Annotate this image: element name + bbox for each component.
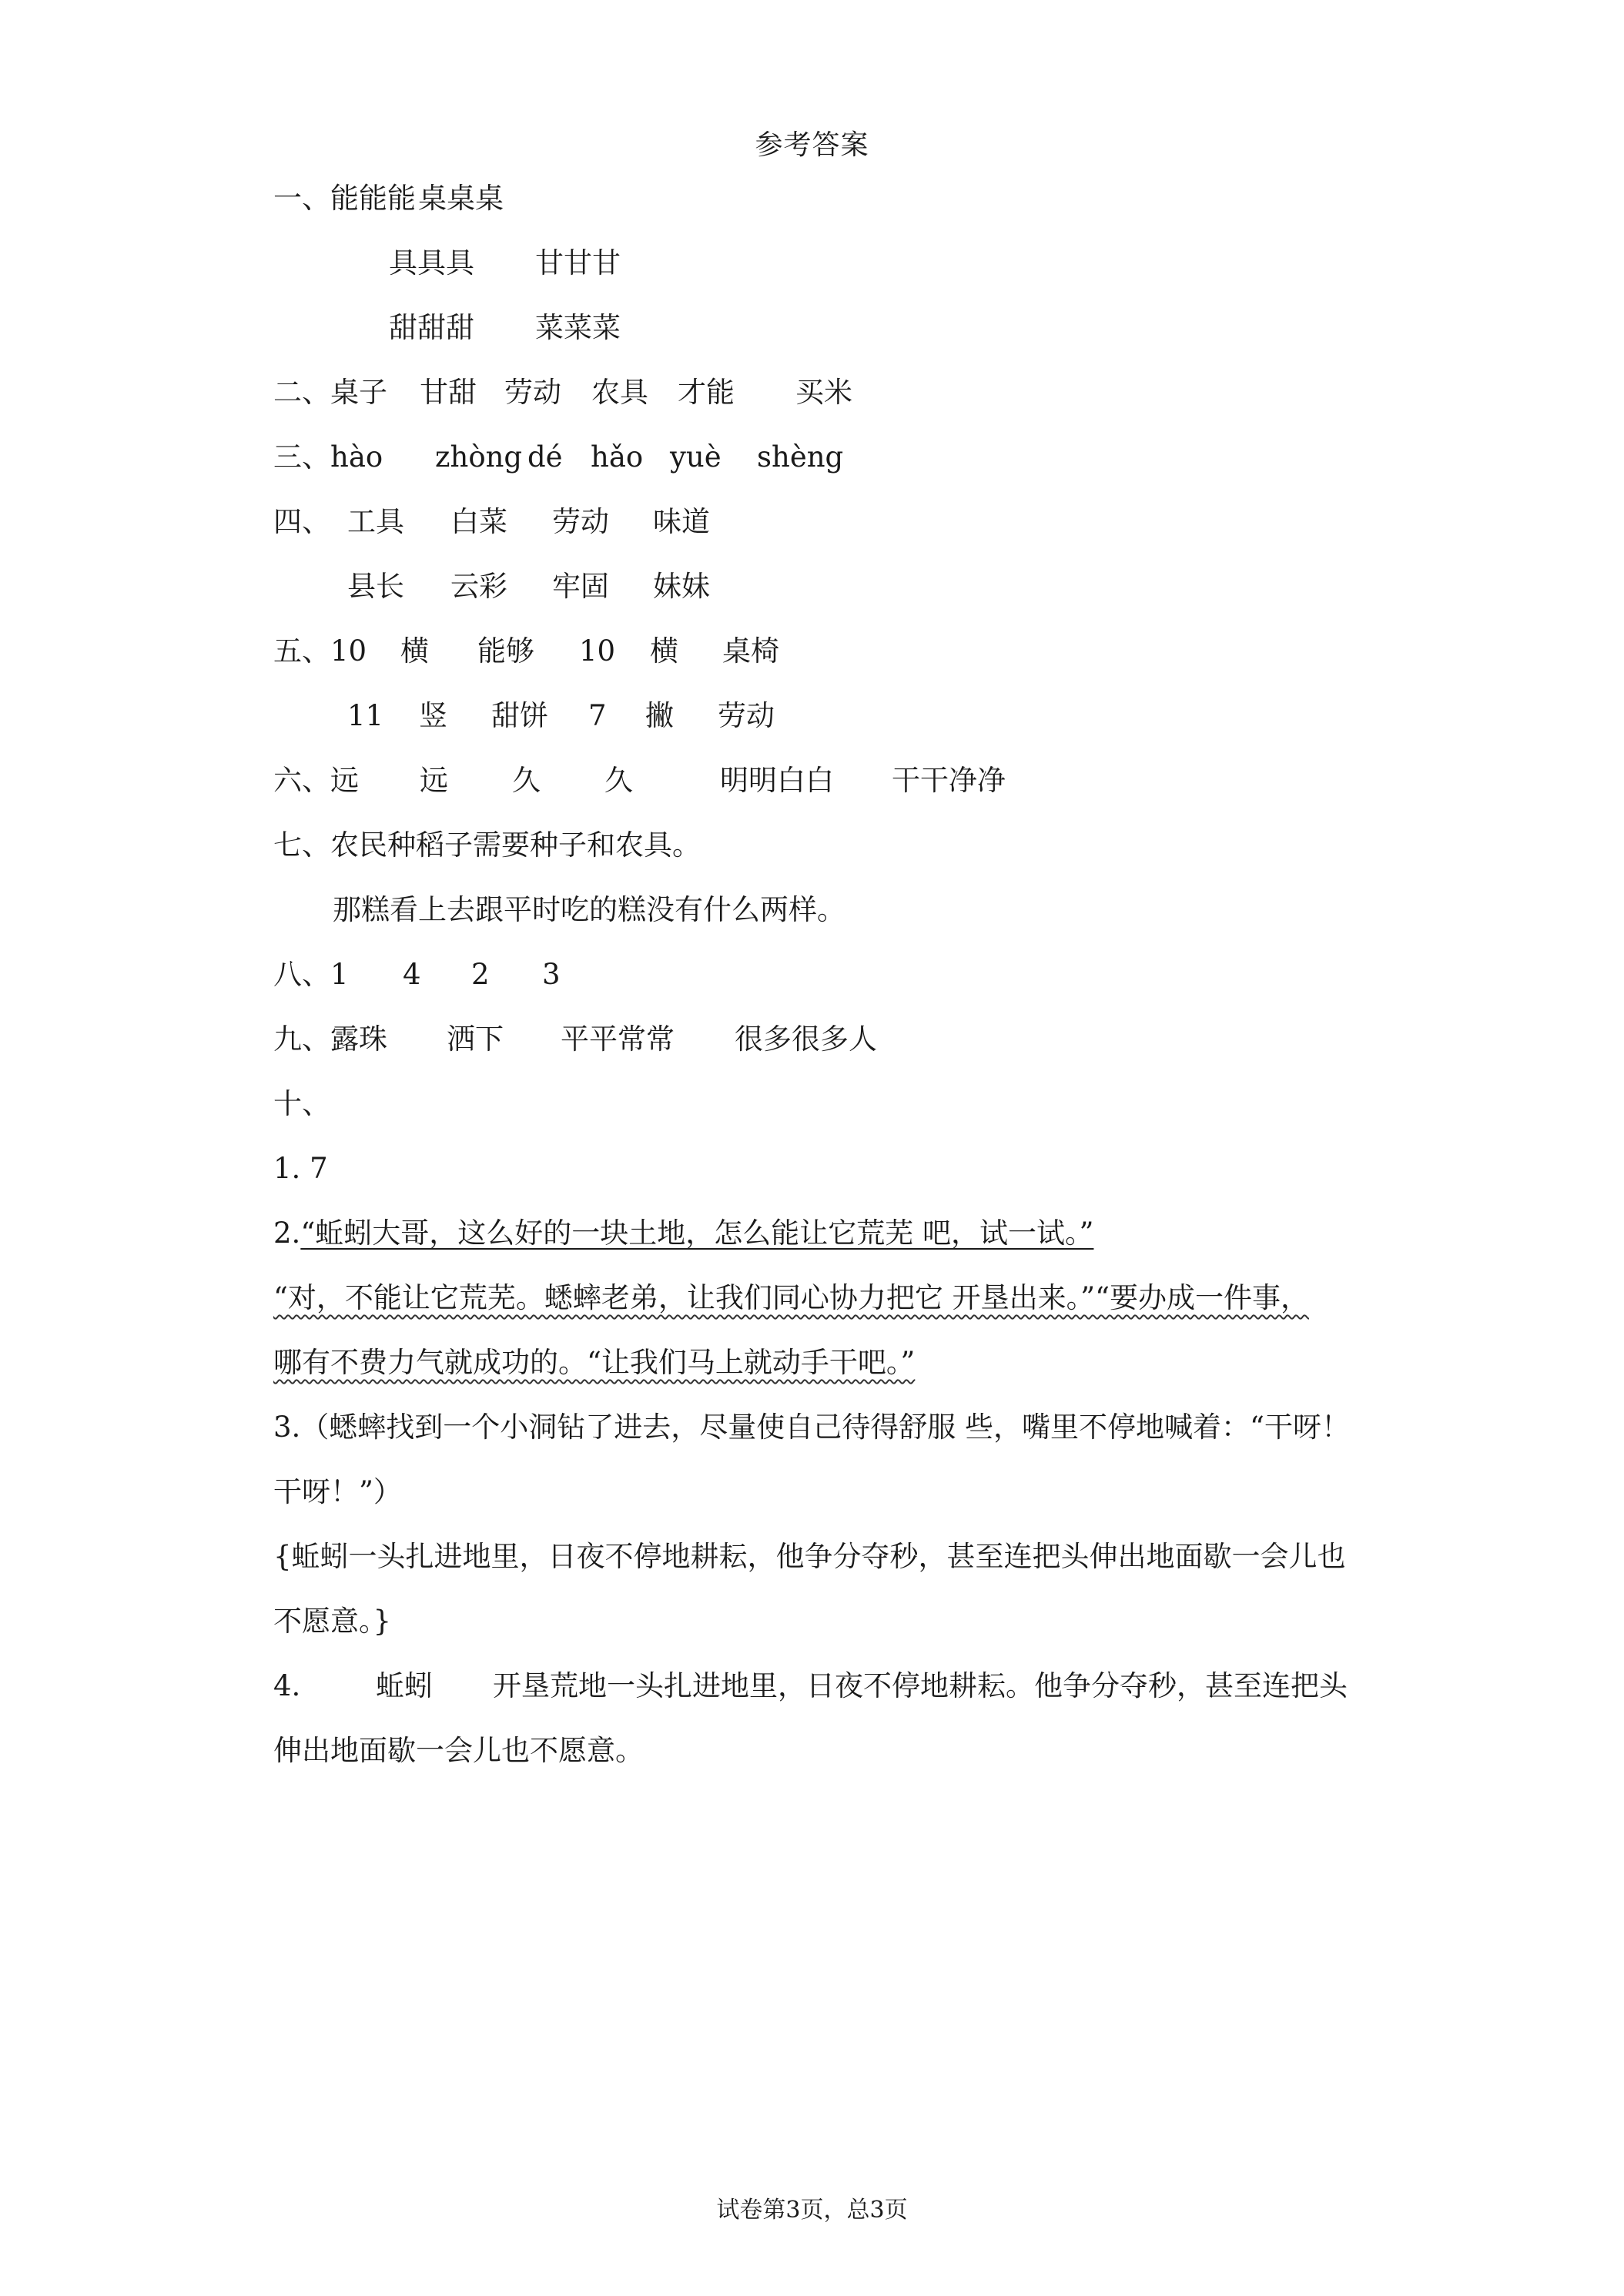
- answer-item: 久: [604, 764, 633, 797]
- answer-item: 云彩: [450, 570, 507, 603]
- answer-item: 干干净净: [892, 764, 1006, 797]
- answer-item: 撇: [645, 699, 674, 732]
- answer-item: 洒下: [447, 1022, 504, 1056]
- answer-item: 桌椅: [722, 634, 779, 668]
- answer-item: hǎo: [591, 440, 644, 474]
- answer-item: 很多很多人: [735, 1022, 877, 1056]
- answer-item: 久: [512, 764, 541, 797]
- answer-item: 甜甜甜: [389, 311, 474, 344]
- underlined-quote: “蚯蚓大哥，这么好的一块土地，怎么能让它荒芜 吧，试一试。”: [300, 1217, 1094, 1250]
- answer-item: 味道: [653, 505, 710, 538]
- answer-item: 劳动: [504, 376, 561, 409]
- answer-item: 工具: [347, 505, 404, 538]
- answer-item: 横: [650, 634, 678, 668]
- q9-row: [273, 1020, 877, 1059]
- answer-item: 平平常常: [561, 1022, 675, 1056]
- q7-line1: 七、农民种稻子需要种子和农具。: [273, 828, 701, 862]
- q1-row2: [389, 244, 621, 283]
- answer-item: 八、1: [273, 958, 349, 991]
- answer-item: 县长: [347, 570, 404, 603]
- answer-item: 牢固: [552, 570, 609, 603]
- q7-line2: 那糕看上去跟平时吃的糕没有什么两样。: [333, 893, 845, 926]
- answer-item: 明明白白: [720, 764, 834, 797]
- answer-item: dé: [527, 440, 563, 474]
- q8-row: [273, 956, 561, 994]
- q2-row: [273, 373, 852, 412]
- answer-item: 劳动: [718, 699, 775, 732]
- answer-item: 甜饼: [491, 699, 548, 732]
- page-footer: 试卷第3页，总3页: [716, 2197, 908, 2224]
- q10-answer-4-line1: [273, 1667, 1348, 1705]
- answer-item: shèng: [757, 440, 844, 474]
- answer-item: 桌桌桌: [418, 182, 504, 215]
- answer-item: 能够: [477, 634, 534, 668]
- answer-item: 开垦荒地一头扎进地里，日夜不停地耕耘。他争分夺秒，甚至连把头: [493, 1669, 1348, 1702]
- answer-item: 具具具: [389, 246, 474, 279]
- q10-answer-2-line2: [273, 1279, 1309, 1317]
- answer-item: 竖: [419, 699, 447, 732]
- q5-row1: [273, 632, 779, 671]
- answer-item: 三、hào: [273, 440, 383, 474]
- q10-answer-2-line3: [273, 1344, 915, 1382]
- answer-item: 才能: [678, 376, 735, 409]
- answer-item: 六、远: [273, 764, 359, 797]
- page-title: 参考答案: [755, 129, 869, 161]
- q10-answer-1: 1. 7: [273, 1152, 328, 1185]
- answer-item: 3: [542, 958, 561, 991]
- q10-answer-3-line1: 3.（蟋蟀找到一个小洞钻了进去，尽量使自己待得舒服 些，嘴里不停地喊着：“干呀！: [273, 1411, 1350, 1444]
- q5-row2: [347, 697, 775, 735]
- q1-row3: [389, 309, 621, 347]
- answer-item: 买米: [795, 376, 852, 409]
- answer-item: zhòng: [435, 440, 523, 474]
- answer-item: 10: [579, 634, 616, 668]
- q1-row1: [273, 179, 504, 218]
- answer-item: 4: [403, 958, 421, 991]
- answer-item: 妹妹: [653, 570, 710, 603]
- q10-answer-2-line1: [273, 1214, 1093, 1253]
- answer-item: 劳动: [552, 505, 609, 538]
- answer-item: 一、能能能: [273, 182, 416, 215]
- answer-item: 二、桌子: [273, 376, 387, 409]
- answer-item: 远: [420, 764, 448, 797]
- q6-row: [273, 761, 1006, 800]
- underlined-quote: “对，不能让它荒芜。蟋蟀老弟，让我们同心协力把它 开垦出来。”“要办成一件事，: [273, 1281, 1310, 1314]
- underlined-quote: 哪有不费力气就成功的。“让我们马上就动手干吧。”: [273, 1346, 916, 1379]
- answer-number: 4.: [273, 1669, 301, 1702]
- q10-answer-3-line3: {蚯蚓一头扎进地里，日夜不停地耕耘，他争分夺秒，甚至连把头伸出地面歇一会儿也: [273, 1540, 1346, 1573]
- answer-item: 2: [471, 958, 490, 991]
- answer-item: 蚯蚓: [376, 1669, 433, 1702]
- q3-row: [273, 438, 843, 477]
- answer-item: 五、10: [273, 634, 367, 668]
- q10-answer-3-line2: 干呀！”）: [273, 1475, 402, 1508]
- answer-item: 甘甘甘: [535, 246, 621, 279]
- q4-row1: [273, 503, 710, 541]
- answer-item: 九、露珠: [273, 1022, 387, 1056]
- q4-row2: [347, 567, 710, 606]
- answer-item: 横: [400, 634, 429, 668]
- answer-item: 菜菜菜: [535, 311, 621, 344]
- answer-item: 农具: [591, 376, 648, 409]
- answer-item: 甘甜: [420, 376, 477, 409]
- answer-item: 7: [588, 699, 607, 732]
- q10-label: 十、: [273, 1087, 330, 1120]
- answer-item: 四、: [273, 505, 330, 538]
- answer-item: 11: [347, 699, 384, 732]
- q10-answer-4-line2: 伸出地面歇一会儿也不愿意。: [273, 1734, 644, 1767]
- q10-answer-3-line4: 不愿意。}: [273, 1605, 392, 1638]
- answer-number: 2.: [273, 1217, 301, 1250]
- answer-item: yuè: [670, 440, 722, 474]
- answer-item: 白菜: [450, 505, 507, 538]
